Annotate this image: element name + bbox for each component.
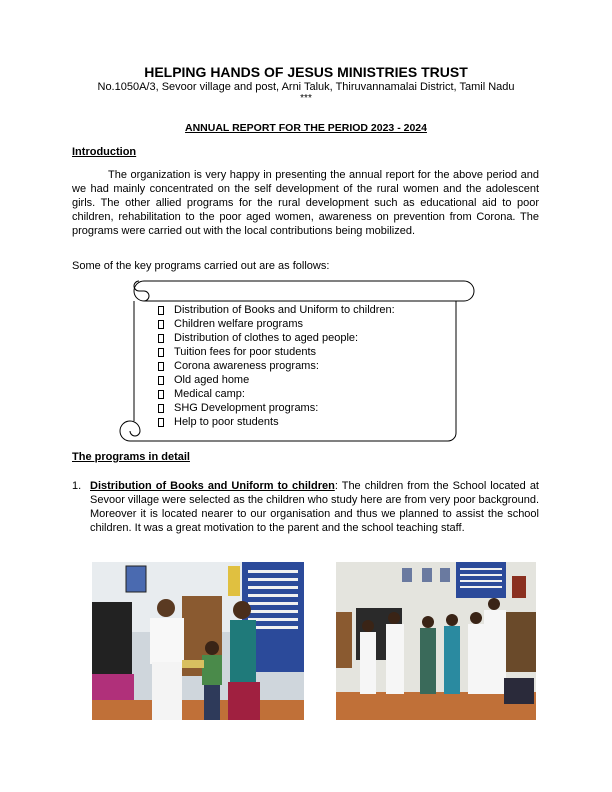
organization-address: No.1050A/3, Sevoor village and post, Arni Taluk, Thiruvannamalai District, Tamil Nadu bbox=[97, 81, 515, 93]
list-item bbox=[158, 401, 395, 415]
program-label: Help to poor students bbox=[174, 416, 279, 428]
introduction-paragraph: The organization is very happy in presenting the annual report for the above period and we had mainly concentrated on the self development of the rural women and the adolescent girls. The other allied programs for the rural development such as educational aid to poor children, rehabilitation to the poor aged women, awareness on prevention from Corona. The programs were carried out with the local contributions being mobilized. bbox=[72, 169, 539, 237]
programs-detail-heading: The programs in detail bbox=[72, 451, 190, 463]
list-item bbox=[158, 359, 395, 373]
program-label: Tuition fees for poor students bbox=[174, 346, 317, 358]
program-detail-item bbox=[72, 479, 539, 535]
program-label: Corona awareness programs: bbox=[174, 360, 319, 372]
bullet-icon bbox=[158, 376, 164, 385]
program-label: Children welfare programs bbox=[174, 318, 303, 330]
item-label: Distribution of Books and Uniform to children bbox=[90, 480, 335, 492]
programs-lead-text: Some of the key programs carried out are as follows: bbox=[72, 260, 330, 272]
bullet-icon bbox=[158, 306, 164, 315]
item-number: 1. bbox=[72, 480, 82, 492]
list-item bbox=[158, 415, 395, 429]
program-label: SHG Development programs: bbox=[174, 402, 319, 414]
bullet-icon bbox=[158, 362, 164, 371]
introduction-heading: Introduction bbox=[72, 146, 137, 158]
bullet-icon bbox=[158, 390, 164, 399]
program-label: Medical camp: bbox=[174, 388, 245, 400]
report-title: ANNUAL REPORT FOR THE PERIOD 2023 - 2024 bbox=[185, 122, 427, 134]
list-item bbox=[158, 317, 395, 331]
bullet-icon bbox=[158, 348, 164, 357]
bullet-icon bbox=[158, 418, 164, 427]
bullet-icon bbox=[158, 320, 164, 329]
separator-stars: *** bbox=[300, 93, 312, 104]
distribution-photo bbox=[92, 562, 304, 720]
bullet-icon bbox=[158, 404, 164, 413]
group-photo bbox=[336, 562, 536, 720]
bullet-icon bbox=[158, 334, 164, 343]
list-item bbox=[158, 373, 395, 387]
organization-title: HELPING HANDS OF JESUS MINISTRIES TRUST bbox=[144, 64, 468, 80]
list-item bbox=[158, 331, 395, 345]
program-label: Distribution of Books and Uniform to children: bbox=[174, 304, 395, 316]
item-text: : The children from the School located at Sevoor village were selected as the children who study here are from very poor background. Moreover it is located nearer to our organisation and thus we planned to assist the school children. It was a great motivation to the parent and the school teaching staff. bbox=[90, 480, 539, 534]
list-item bbox=[158, 345, 395, 359]
program-list bbox=[158, 303, 395, 429]
program-label: Old aged home bbox=[174, 374, 250, 386]
list-item bbox=[158, 303, 395, 317]
program-label: Distribution of clothes to aged people: bbox=[174, 332, 359, 344]
list-item bbox=[158, 387, 395, 401]
